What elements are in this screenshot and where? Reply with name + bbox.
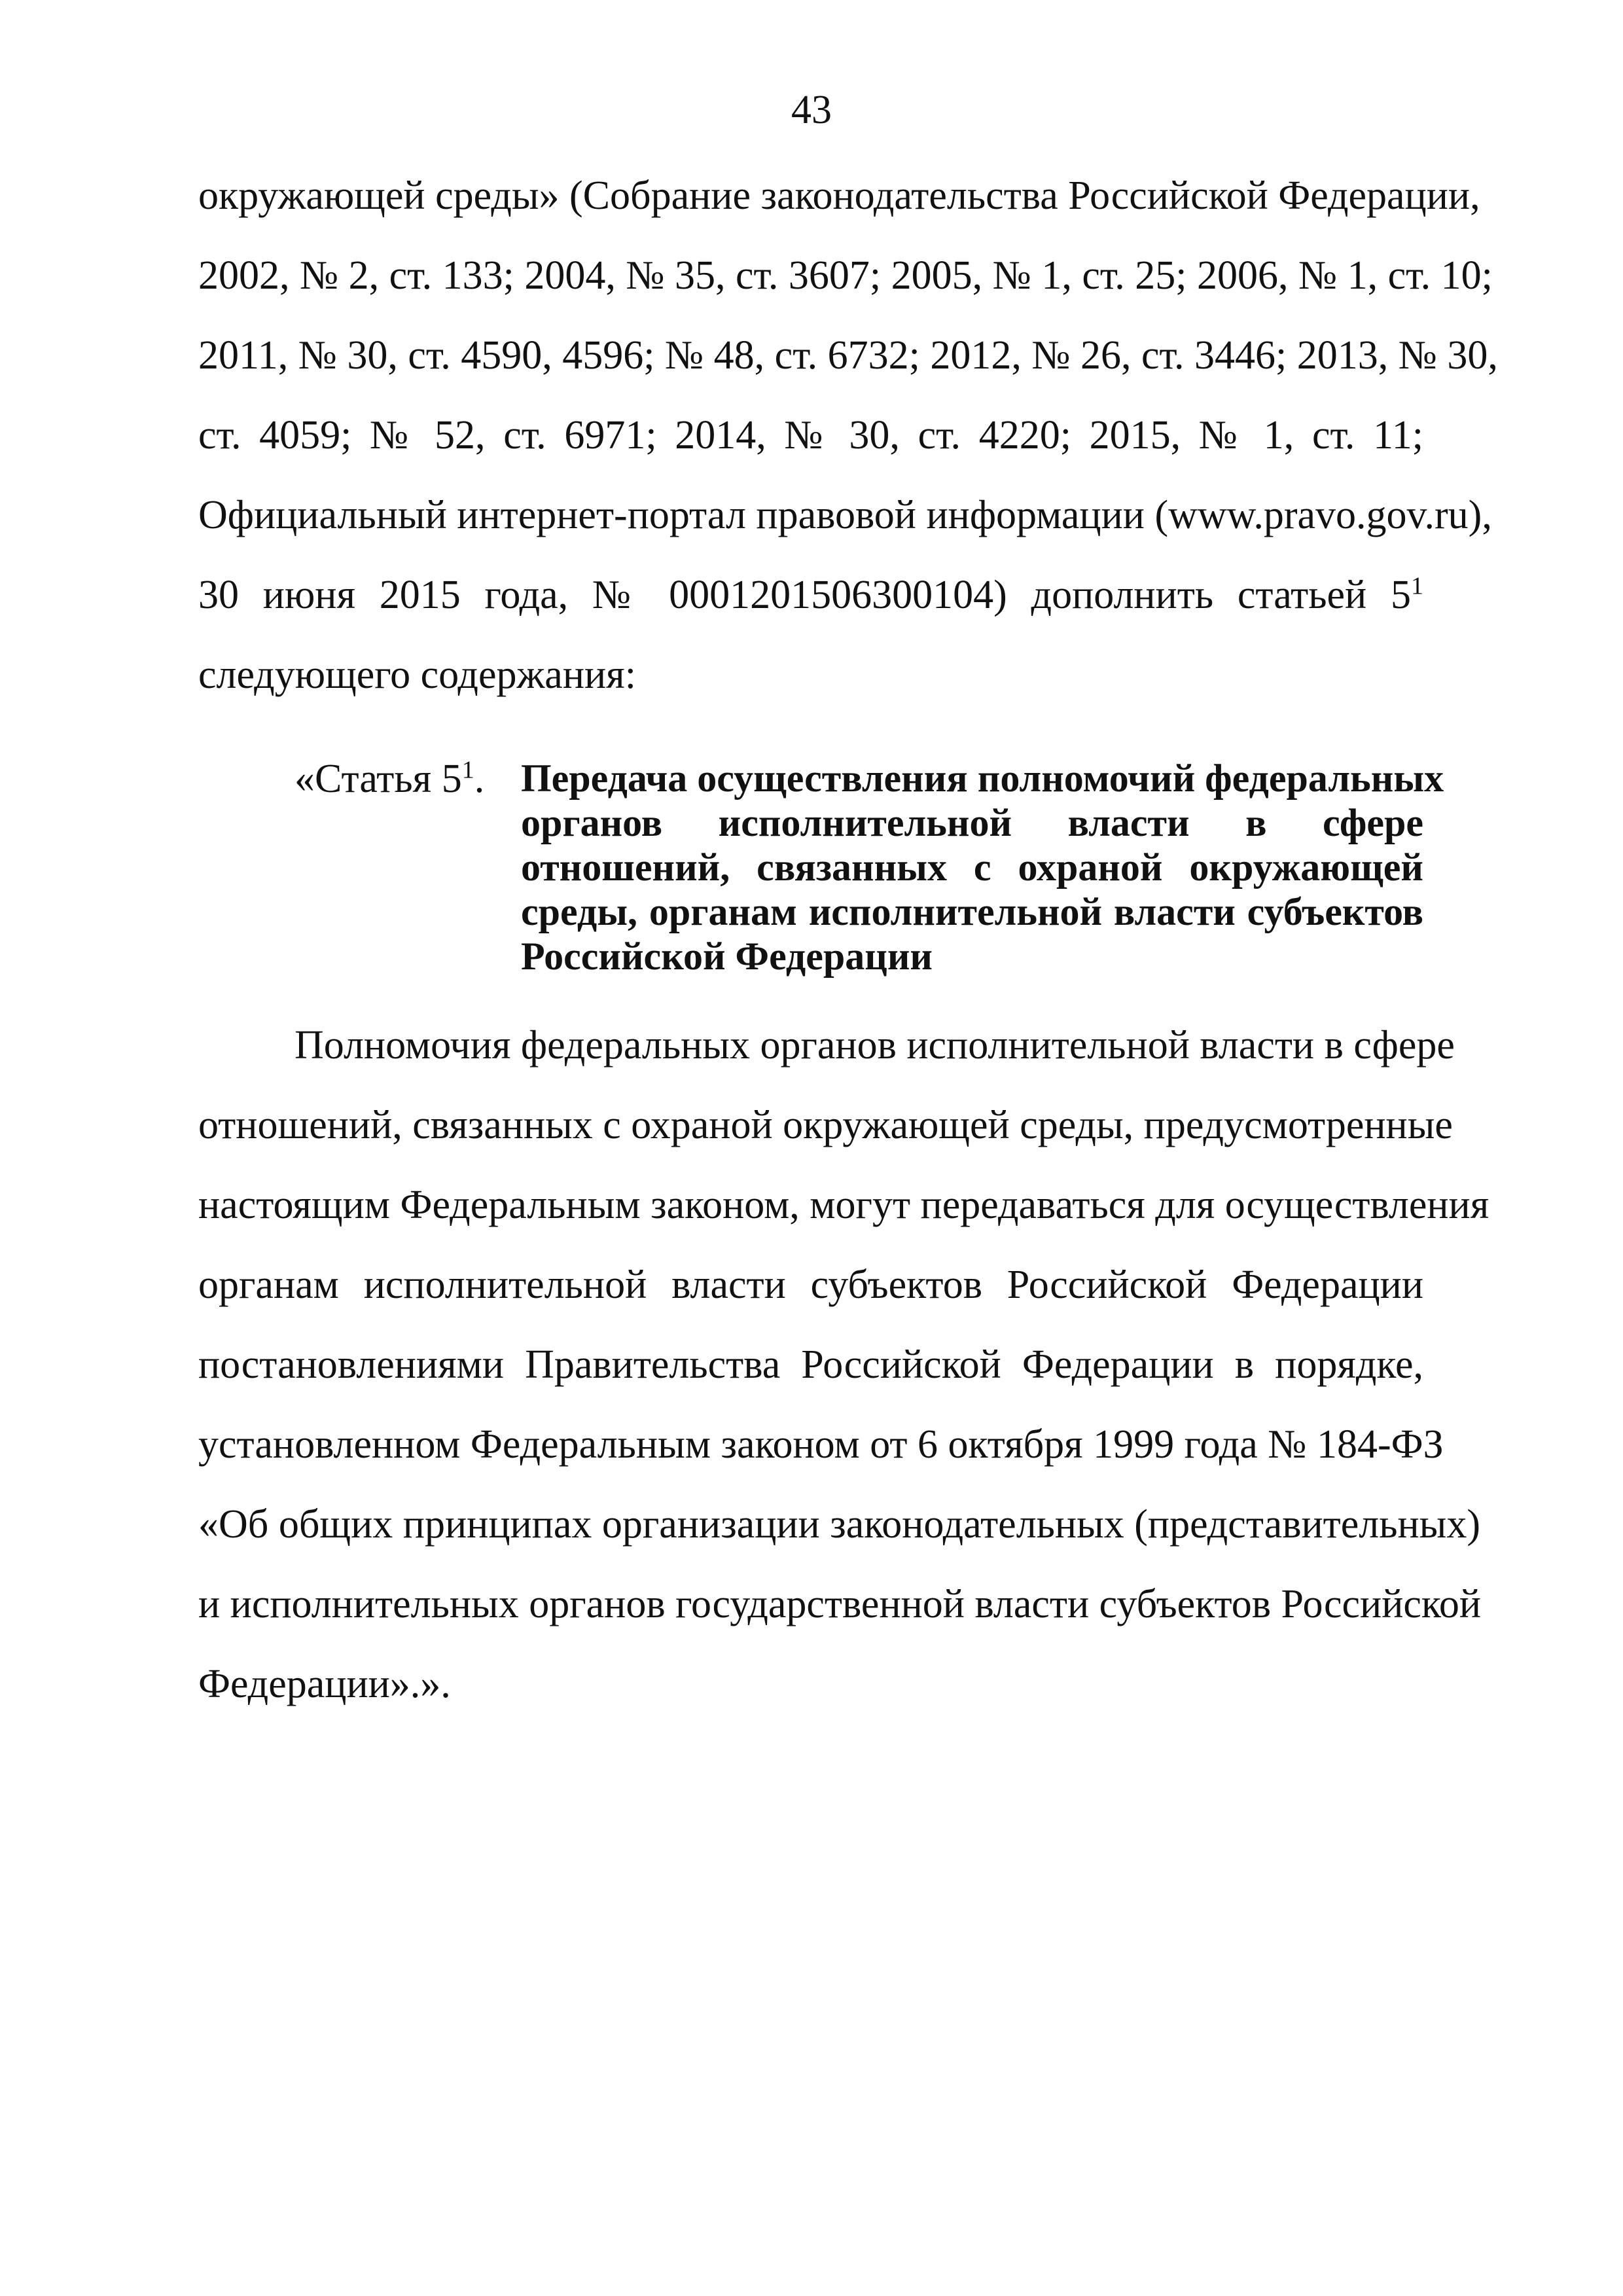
article-title-line-2: органов исполнительной власти в сфере [521,801,1423,844]
body-line-6: установленном Федеральным законом от 6 октября 1999 года № 184-ФЗ [198,1422,1444,1467]
article-label-superscript: 1 [461,756,474,784]
article-label [294,753,484,805]
page-number: 43 [791,88,832,132]
body-line-1: Полномочия федеральных органов исполнительной власти в сфере [294,1023,1455,1067]
body-line-5: постановлениями Правительства Российской Федерации в порядке, [198,1342,1423,1387]
body-line-9: Федерации».». [198,1662,451,1706]
intro-line-2: 2002, № 2, ст. 133; 2004, № 35, ст. 3607; 2005, № 1, ст. 25; 2006, № 1, ст. 10; [198,253,1493,298]
body-line-3: настоящим Федеральным законом, могут передаваться для осуществления [198,1183,1489,1227]
body-line-2: отношений, связанных с охраной окружающей среды, предусмотренные [198,1103,1453,1147]
intro-line-4: ст. 4059; № 52, ст. 6971; 2014, № 30, ст. 4220; 2015, № 1, ст. 11; [198,413,1423,457]
body-line-7: «Об общих принципах организации законодательных (представительных) [198,1502,1480,1547]
body-line-8: и исполнительных органов государственной власти субъектов Российской [198,1582,1482,1626]
article-title-line-1: Передача осуществления полномочий федеральных [521,757,1444,800]
intro-line-3: 2011, № 30, ст. 4590, 4596; № 48, ст. 6732; 2012, № 26, ст. 3446; 2013, № 30, [198,333,1498,378]
body-line-4: органам исполнительной власти субъектов Российской Федерации [198,1263,1423,1307]
intro-line-6-text: 30 июня 2015 года, № 0001201506300104) дополнить статьей 5 [198,573,1411,617]
article-label-text: «Статья 5 [294,757,462,801]
article-label-period: . [474,757,485,801]
article-title-line-3: отношений, связанных с охраной окружающей [521,846,1423,889]
article-title-line-4: среды, органам исполнительной власти субъектов [521,890,1423,933]
intro-line-6 [198,569,1423,621]
intro-line-5: Официальный интернет-портал правовой информации (www.pravo.gov.ru), [198,493,1492,537]
intro-line-6-superscript: 1 [1411,572,1423,600]
intro-line-1: окружающей среды» (Собрание законодательства Российской Федерации, [198,173,1480,218]
intro-line-7: следующего содержания: [198,653,636,697]
article-title-line-5: Российской Федерации [521,935,933,978]
